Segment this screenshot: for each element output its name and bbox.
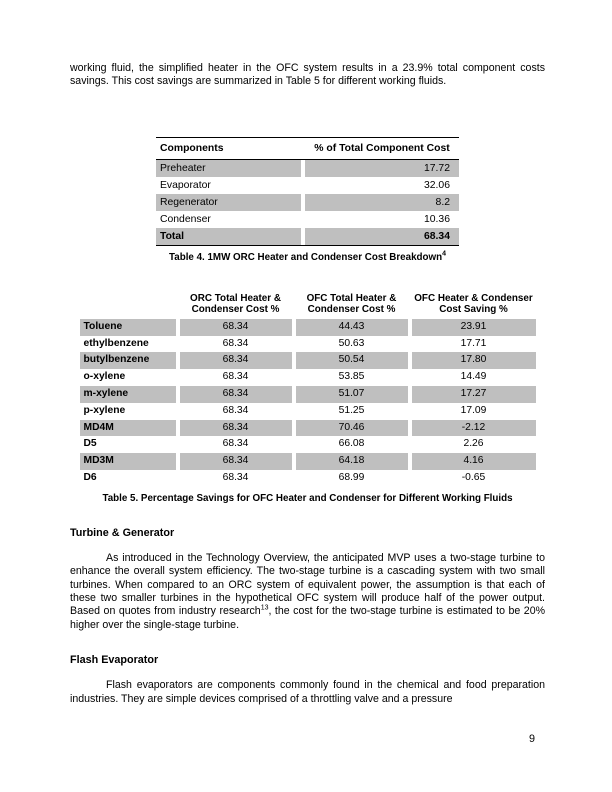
- table5-header-blank: [80, 291, 176, 319]
- table-cell-ofc: 44.43: [296, 319, 408, 336]
- table-row-ethylbenzene: [80, 336, 536, 353]
- table-cell-ofc: 68.99: [338, 471, 365, 483]
- table-cell-saving: 4.16: [412, 453, 536, 470]
- caption-text: Table 4. 1MW ORC Heater and Condenser Cost Breakdown: [169, 251, 443, 263]
- table-cell-ofc: 53.85: [338, 371, 365, 383]
- table-cell-value: 32.06: [423, 179, 450, 191]
- table-cell-component: Condenser: [160, 213, 211, 225]
- table-row-preheater: [156, 160, 459, 177]
- table-cell-ofc: 51.07: [296, 386, 408, 403]
- table-cell-fluid: MD3M: [80, 453, 176, 470]
- page-number: 9: [528, 733, 535, 745]
- table-cell-fluid: MD4M: [80, 420, 176, 437]
- intro-paragraph: working fluid, the simplified heater in the OFC system results in a 23.9% total component costs savings. This cost savings are summarized in Table 5 for different working fluids.: [70, 62, 545, 88]
- table-cell-orc: 68.34: [222, 371, 249, 383]
- table5-header-ofc: OFC Total Heater & Condenser Cost %: [306, 292, 397, 316]
- flash-paragraph: Flash evaporators are components commonly found in the chemical and food preparation industries. They are simple devices comprised of a throttling valve and a pressure: [70, 679, 545, 705]
- table-row-toluene: [80, 319, 536, 336]
- table5-working-fluid-savings: [80, 291, 536, 487]
- table5-header-saving: OFC Heater & Condenser Cost Saving %: [414, 292, 533, 316]
- table-cell-saving: 2.26: [463, 438, 484, 450]
- paragraph-text: , the cost for the two-stage turbine is estimated to be 20% higher over the single-stage turbine.: [70, 605, 546, 631]
- table-row-o-xylene: [80, 369, 536, 386]
- table4-cost-breakdown: [156, 137, 459, 246]
- table-cell-saving: 23.91: [412, 319, 536, 336]
- table-cell-saving: 17.71: [460, 337, 487, 349]
- table-cell-fluid: D6: [83, 471, 97, 483]
- table-cell-fluid: Toluene: [80, 319, 176, 336]
- paragraph-text: As introduced in the Technology Overview, the anticipated MVP uses a two-stage turbine to enhance the overall system efficiency. The two-stage turbine is a cascading system with two small turbines. When compared to an ORC system of equivalent power, the assumption is that each of these two smaller turbines in the hypothetical OFC system will produce half of the power output. Based on quotes from industry research: [70, 551, 545, 618]
- table-cell-value: 17.72: [305, 160, 459, 177]
- table-cell-component: Regenerator: [156, 194, 301, 211]
- table-cell-fluid: ethylbenzene: [83, 337, 149, 349]
- table-cell-component: Evaporator: [160, 179, 211, 191]
- table-cell-ofc: 50.63: [338, 337, 365, 349]
- table5-caption: Table 5. Percentage Savings for OFC Heater and Condenser for Different Working Fluids: [102, 492, 513, 504]
- table5-header-orc: ORC Total Heater & Condenser Cost %: [190, 292, 281, 316]
- table-cell-value: 10.36: [423, 213, 450, 225]
- section-heading-flash-evaporator: Flash Evaporator: [70, 654, 159, 667]
- table-row-total: [156, 228, 459, 245]
- table-row-md3m: [80, 453, 536, 470]
- table5-header-row: [80, 291, 536, 319]
- table-cell-saving: -2.12: [412, 420, 536, 437]
- table-row-d5: [80, 436, 536, 453]
- table-cell-orc: 68.34: [222, 471, 249, 483]
- table4-header-row: [156, 137, 459, 160]
- table-cell-orc: 68.34: [222, 438, 249, 450]
- table-cell-fluid: o-xylene: [83, 371, 126, 383]
- table4-caption: [70, 252, 545, 264]
- table-cell-orc: 68.34: [180, 453, 292, 470]
- table4-header-components: Components: [160, 142, 224, 154]
- table-cell-component: Preheater: [156, 160, 301, 177]
- table-row-m-xylene: [80, 386, 536, 403]
- table-cell-orc: 68.34: [180, 319, 292, 336]
- table-cell-orc: 68.34: [180, 420, 292, 437]
- table-cell-fluid: butylbenzene: [80, 352, 176, 369]
- table-row-md4m: [80, 420, 536, 437]
- table-row-regenerator: [156, 194, 459, 211]
- table-row-condenser: [156, 211, 459, 228]
- table-cell-orc: 68.34: [180, 386, 292, 403]
- table-cell-ofc: 51.25: [338, 404, 365, 416]
- table-cell-orc: 68.34: [222, 337, 249, 349]
- table-cell-ofc: 50.54: [296, 352, 408, 369]
- table-row-p-xylene: [80, 403, 536, 420]
- turbine-paragraph: [70, 552, 545, 632]
- table-cell-saving: 17.09: [460, 404, 487, 416]
- table-row-evaporator: [156, 177, 459, 194]
- table-cell-orc: 68.34: [222, 404, 249, 416]
- table-cell-value: 68.34: [305, 228, 459, 245]
- footnote-ref: 13: [260, 604, 269, 612]
- table-cell-saving: 14.49: [460, 371, 487, 383]
- table-cell-ofc: 64.18: [296, 453, 408, 470]
- table-cell-ofc: 66.08: [338, 438, 365, 450]
- table-row-butylbenzene: [80, 352, 536, 369]
- table-cell-saving: 17.27: [412, 386, 536, 403]
- table-cell-fluid: p-xylene: [83, 404, 126, 416]
- table-cell-orc: 68.34: [180, 352, 292, 369]
- section-heading-turbine-generator: Turbine & Generator: [70, 526, 175, 539]
- table-cell-ofc: 70.46: [296, 420, 408, 437]
- table-cell-component: Total: [156, 228, 301, 245]
- table-cell-fluid: D5: [83, 438, 97, 450]
- table-cell-saving: -0.65: [461, 471, 486, 483]
- table-cell-value: 8.2: [305, 194, 459, 211]
- table-cell-fluid: m-xylene: [80, 386, 176, 403]
- footnote-ref: 4: [442, 250, 446, 258]
- table-cell-saving: 17.80: [412, 352, 536, 369]
- table4-header-percent: % of Total Component Cost: [314, 142, 450, 154]
- table-row-d6: [80, 470, 536, 487]
